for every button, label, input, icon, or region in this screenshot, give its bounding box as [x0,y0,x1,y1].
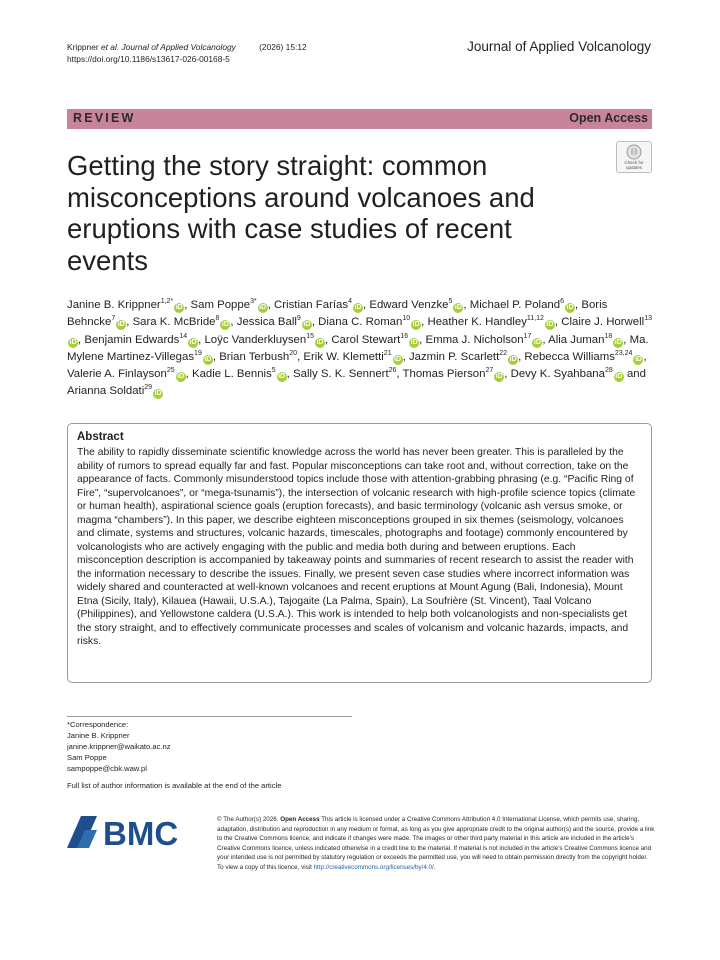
orcid-icon[interactable]: iD [204,355,212,363]
correspondence-name-2: Sam Poppe [67,753,107,762]
author-name: Boris Behncke [67,299,608,329]
open-access-label: Open Access [569,111,648,125]
bmc-logo-icon [67,812,202,852]
orcid-icon[interactable]: iD [189,338,197,346]
correspondence-block [67,719,171,774]
orcid-icon[interactable]: iD [566,304,574,311]
author-separator: , [311,316,319,329]
author-affiliation: 4 [348,298,352,306]
orcid-icon[interactable]: iD [495,373,503,381]
author-affiliation: 29 [144,384,153,392]
bmc-logo [67,812,202,852]
orcid-icon[interactable]: iD [303,321,311,329]
orcid-icon[interactable]: iD [614,338,622,346]
author-affiliation: 10 [402,315,411,323]
citation-year-page: (2026) 15:12 [259,42,307,52]
orcid-icon[interactable]: iD [454,304,462,311]
author-separator: , [419,333,426,346]
check-for-updates-line2: updates [625,165,642,170]
license-text [217,815,655,873]
article-type-label: REVIEW [73,111,136,125]
author-name: Erik W. Klemetti [303,350,384,363]
author-name: Devy K. Syahbana [510,368,605,381]
author-affiliation: 21 [383,350,392,358]
orcid-icon[interactable]: iD [546,321,554,329]
author-separator: , [396,368,403,381]
author-separator: , [623,333,630,346]
author-list [67,297,657,401]
orcid-icon[interactable]: iD [69,338,77,346]
author-affiliation: 5 [271,367,276,375]
abstract-heading: Abstract [77,431,124,443]
author-name: Arianna Soldati [67,385,145,398]
correspondence-email-2[interactable]: sampoppe@cbk.waw.pl [67,764,147,773]
author-separator-final: and [623,368,646,381]
author-name: Michael P. Poland [469,299,561,311]
author-name: Heather K. Handley [427,316,527,329]
author-affiliation: 7 [111,315,116,323]
orcid-icon[interactable]: iD [221,321,229,329]
author-separator: , [184,299,191,311]
author-name: Jazmin P. Scarlett [408,350,500,363]
author-separator: , [575,299,582,311]
author-separator: , [363,299,370,311]
article-type-bar [67,109,652,129]
author-name: Carol Stewart [331,333,401,346]
running-header-citation [67,41,307,65]
author-name: Jessica Ball [236,316,297,329]
author-name: Edward Venzke [369,299,449,311]
orcid-icon[interactable]: iD [175,304,183,311]
author-separator: , [198,333,205,346]
author-affiliation: 27 [485,367,494,375]
author-affiliation: 16 [400,332,409,340]
bmc-logo-text: BMC [103,815,179,852]
author-affiliation: 22 [499,350,508,358]
author-separator: , [324,333,332,346]
author-separator: , [463,299,470,311]
author-affiliation: 25 [166,367,175,375]
author-affiliation: 18 [604,332,613,340]
author-separator: , [185,368,192,381]
author-affiliation: 26 [388,367,397,375]
author-name: Sally S. K. Sennert [293,368,389,381]
orcid-icon[interactable]: iD [634,355,642,363]
check-for-updates-line1: Check for [624,160,644,165]
license-link[interactable]: http://creativecommons.org/licenses/by/4.0/ [313,863,434,871]
author-name: Brian Terbush [219,350,290,363]
author-affiliation: 6 [560,298,564,306]
license-body: This article is licensed under a Creative Commons Attribution 4.0 International License, which permits use, sharing, adaptation, distribution and reproduction in any medium or format, as long as you give appropriate credit to the original author(s) and the source, provide a link to the Creative Commons licence, and indicate if changes were made. The images or other third party material in this article are included in the article’s Creative Commons licence, unless indicated otherwise in a credit line to the material. If material is not included in the article’s Creative Commons licence and your intended use is not permitted by statutory regulation or exceeds the permitted use, you will need to obtain permission directly from the copyright holder. To view a copy of this licence, visit [217,816,655,871]
orcid-icon[interactable]: iD [509,355,517,363]
author-affiliation: 5 [448,298,453,306]
orcid-icon[interactable]: iD [394,355,402,363]
orcid-icon[interactable]: iD [278,373,286,381]
correspondence-name-1: Janine B. Krippner [67,731,130,740]
author-separator: , [286,368,294,381]
author-separator: , [297,350,304,363]
orcid-icon[interactable]: iD [316,338,324,346]
author-separator: , [504,368,511,381]
author-name: Kadie L. Bennis [191,368,272,381]
doi-link[interactable]: https://doi.org/10.1186/s13617-026-00168-5 [67,54,230,64]
author-affiliation: 20 [289,350,298,358]
author-separator: , [230,316,237,329]
author-separator: , [518,350,525,363]
author-affiliation: 9 [296,315,301,323]
license-end: . [433,863,436,871]
author-name: Sam Poppe [190,299,251,311]
author-affiliation: 19 [194,350,202,358]
author-separator: , [643,350,647,363]
citation-journal: et al. Journal of Applied Volcanology [100,42,236,52]
correspondence-email-1[interactable]: janine.krippner@waikato.ac.nz [67,742,171,751]
author-info-note: Full list of author information is available at the end of the article [67,781,282,790]
author-name: Sara K. McBride [132,316,216,329]
author-name: Valerie A. Finlayson [67,368,167,381]
author-name: Diana C. Roman [318,316,403,329]
abstract-text: The ability to rapidly disseminate scientific knowledge across the world has never been greater. This is paralleled by the ability of rumors to spread equally far and fast. Popular misconceptions can take root and, without correction, take on the appearance of facts. Commonly misunderstood topics include those with attention-grabbing phrasing (e.g. “Pacific Ring of Fire”, “supervolcanoes”, or “mega-tsunamis”), the intersection of volcanic research with high-profile science topics (climate or human health), aspirational science goals (eruption forecasts), and basic terminology (volcanic ash versus smoke, or magma “chambers”). In this paper, we describe eighteen misconceptions grouped in six themes (seismology, volcanoes and climate, systems and structures, volcanic hazards, timescales, photographs and footage) commonly encountered by volcanologists who are actively engaging with the public and media both during and between eruptions. Each misconception description is accompanied by takeaway points and summaries of recent research to assist the reader with the information necessary to describe the issues. Finally, we present seven case studies where incorrect information was widely shared and counteracted at well-known volcanoes and recent eruptions at Mount Agung (Bali, Indonesia), Mount Etna (Sicily, Italy), Kilauea (Hawaii, U.S.A.), Tajogaite (La Palma, Spain), La Soufrière (St. Vincent), Taal Volcano (Philippines), and Yellowstone caldera (U.S.A.). This work is intended to help both volcanologists and non-specialists get the story straight, and to effectively communicate processes and scales of volcanism and volcanic hazards, impacts, and risks. [77,447,636,647]
journal-name: Journal of Applied Volcanology [467,39,651,54]
author-separator: , [542,333,549,346]
author-name: Alia Juman [548,333,605,346]
author-affiliation: 15 [306,332,314,340]
author-affiliation: 17 [523,332,532,340]
author-name: Emma J. Nicholson [425,333,524,346]
author-name: Thomas Pierson [402,368,486,381]
orcid-icon[interactable]: iD [410,338,418,346]
check-for-updates-icon [626,144,642,160]
author-separator: , [78,333,85,346]
author-name: Cristian Farías [274,299,349,311]
author-name: Benjamin Edwards [84,333,180,346]
author-affiliation: 14 [179,332,188,340]
author-affiliation: 1,2* [160,298,174,306]
author-name: Loÿc Vanderkluysen [204,333,307,346]
correspondence-label: *Correspondence: [67,720,129,729]
author-separator: , [267,299,275,311]
orcid-icon[interactable]: iD [154,390,162,398]
orcid-icon[interactable]: iD [615,373,623,381]
license-open-access: Open Access [280,816,320,823]
citation-author: Krippner [67,42,99,52]
correspondence-divider [67,716,352,717]
author-separator: , [402,350,409,363]
license-copyright: © The Author(s) 2026. [217,816,279,823]
author-affiliation: 13 [644,315,652,323]
author-separator: , [421,316,428,329]
orcid-icon[interactable]: iD [259,304,267,311]
orcid-icon[interactable]: iD [412,321,420,329]
article-title: Getting the story straight: common misconceptions around volcanoes and eruptions with case studies of recent events [67,150,535,276]
author-name: Janine B. Krippner [67,299,161,311]
author-name: Claire J. Horwell [561,316,645,329]
author-name: Rebecca Williams [524,350,615,363]
author-affiliation: 8 [215,315,220,323]
author-separator: , [554,316,562,329]
author-name: Ma. Mylene Martinez-Villegas [67,333,649,363]
orcid-icon[interactable]: iD [533,338,541,346]
author-affiliation: 11,12 [526,315,544,323]
check-for-updates-button[interactable] [616,141,652,173]
author-separator: , [212,350,220,363]
author-affiliation: 23,24 [614,350,633,358]
author-affiliation: 3* [250,298,257,306]
orcid-icon[interactable]: iD [117,321,125,329]
author-affiliation: 28 [604,367,613,375]
author-separator: , [126,316,133,329]
orcid-icon[interactable]: iD [354,304,362,311]
orcid-icon[interactable]: iD [177,373,185,381]
